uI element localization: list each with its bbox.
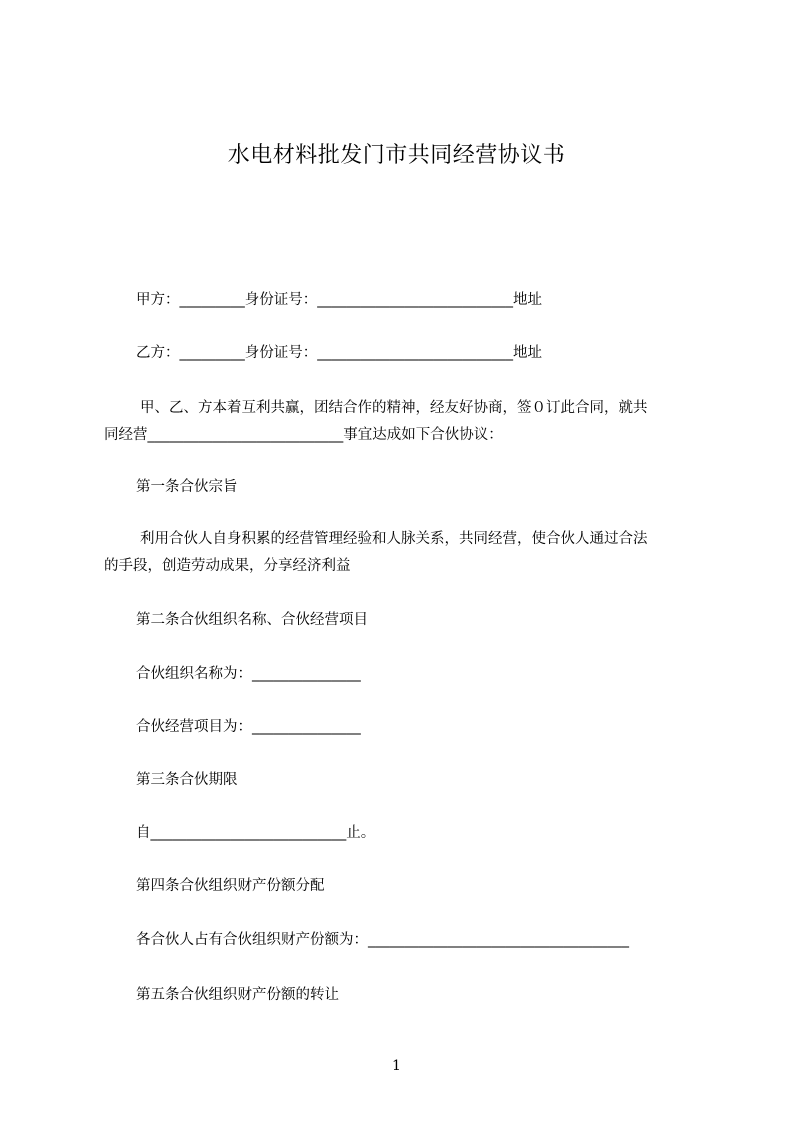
term-line: 自___________________________止。	[136, 825, 376, 841]
intro-line-2: 同经营___________________________事宜达成如下合伙协议：	[104, 427, 503, 443]
business-item-line: 合伙经营项目为：_______________	[136, 719, 361, 735]
article-1-line-2: 的手段，创造劳动成果，分享经济利益	[104, 558, 351, 574]
intro-paragraph	[104, 395, 704, 449]
article-1-body	[104, 526, 704, 580]
share-line: 各合伙人占有合伙组织财产份额为：____________________________________	[136, 932, 629, 948]
page-number: 1	[392, 1058, 401, 1074]
article-5-heading: 第五条合伙组织财产份额的转让	[136, 987, 339, 1003]
article-1-line-1: 利用合伙人自身积累的经营管理经验和人脉关系，共同经营，使合伙人通过合法	[140, 531, 648, 547]
intro-line-1: 甲、乙、方本着互利共赢，团结合作的精神，经友好协商，签０订此合同，就共	[140, 400, 648, 416]
article-4-heading: 第四条合伙组织财产份额分配	[136, 878, 325, 894]
party-b-line: 乙方：_________身份证号：___________________________地址	[136, 345, 542, 361]
party-a-line: 甲方：_________身份证号：___________________________地址	[136, 292, 542, 308]
document-title: 水电材料批发门市共同经营协议书	[227, 143, 566, 168]
org-name-line: 合伙组织名称为：_______________	[136, 666, 361, 682]
article-3-heading: 第三条合伙期限	[136, 772, 238, 788]
article-1-heading: 第一条合伙宗旨	[136, 479, 238, 495]
article-2-heading: 第二条合伙组织名称、合伙经营项目	[136, 612, 368, 628]
